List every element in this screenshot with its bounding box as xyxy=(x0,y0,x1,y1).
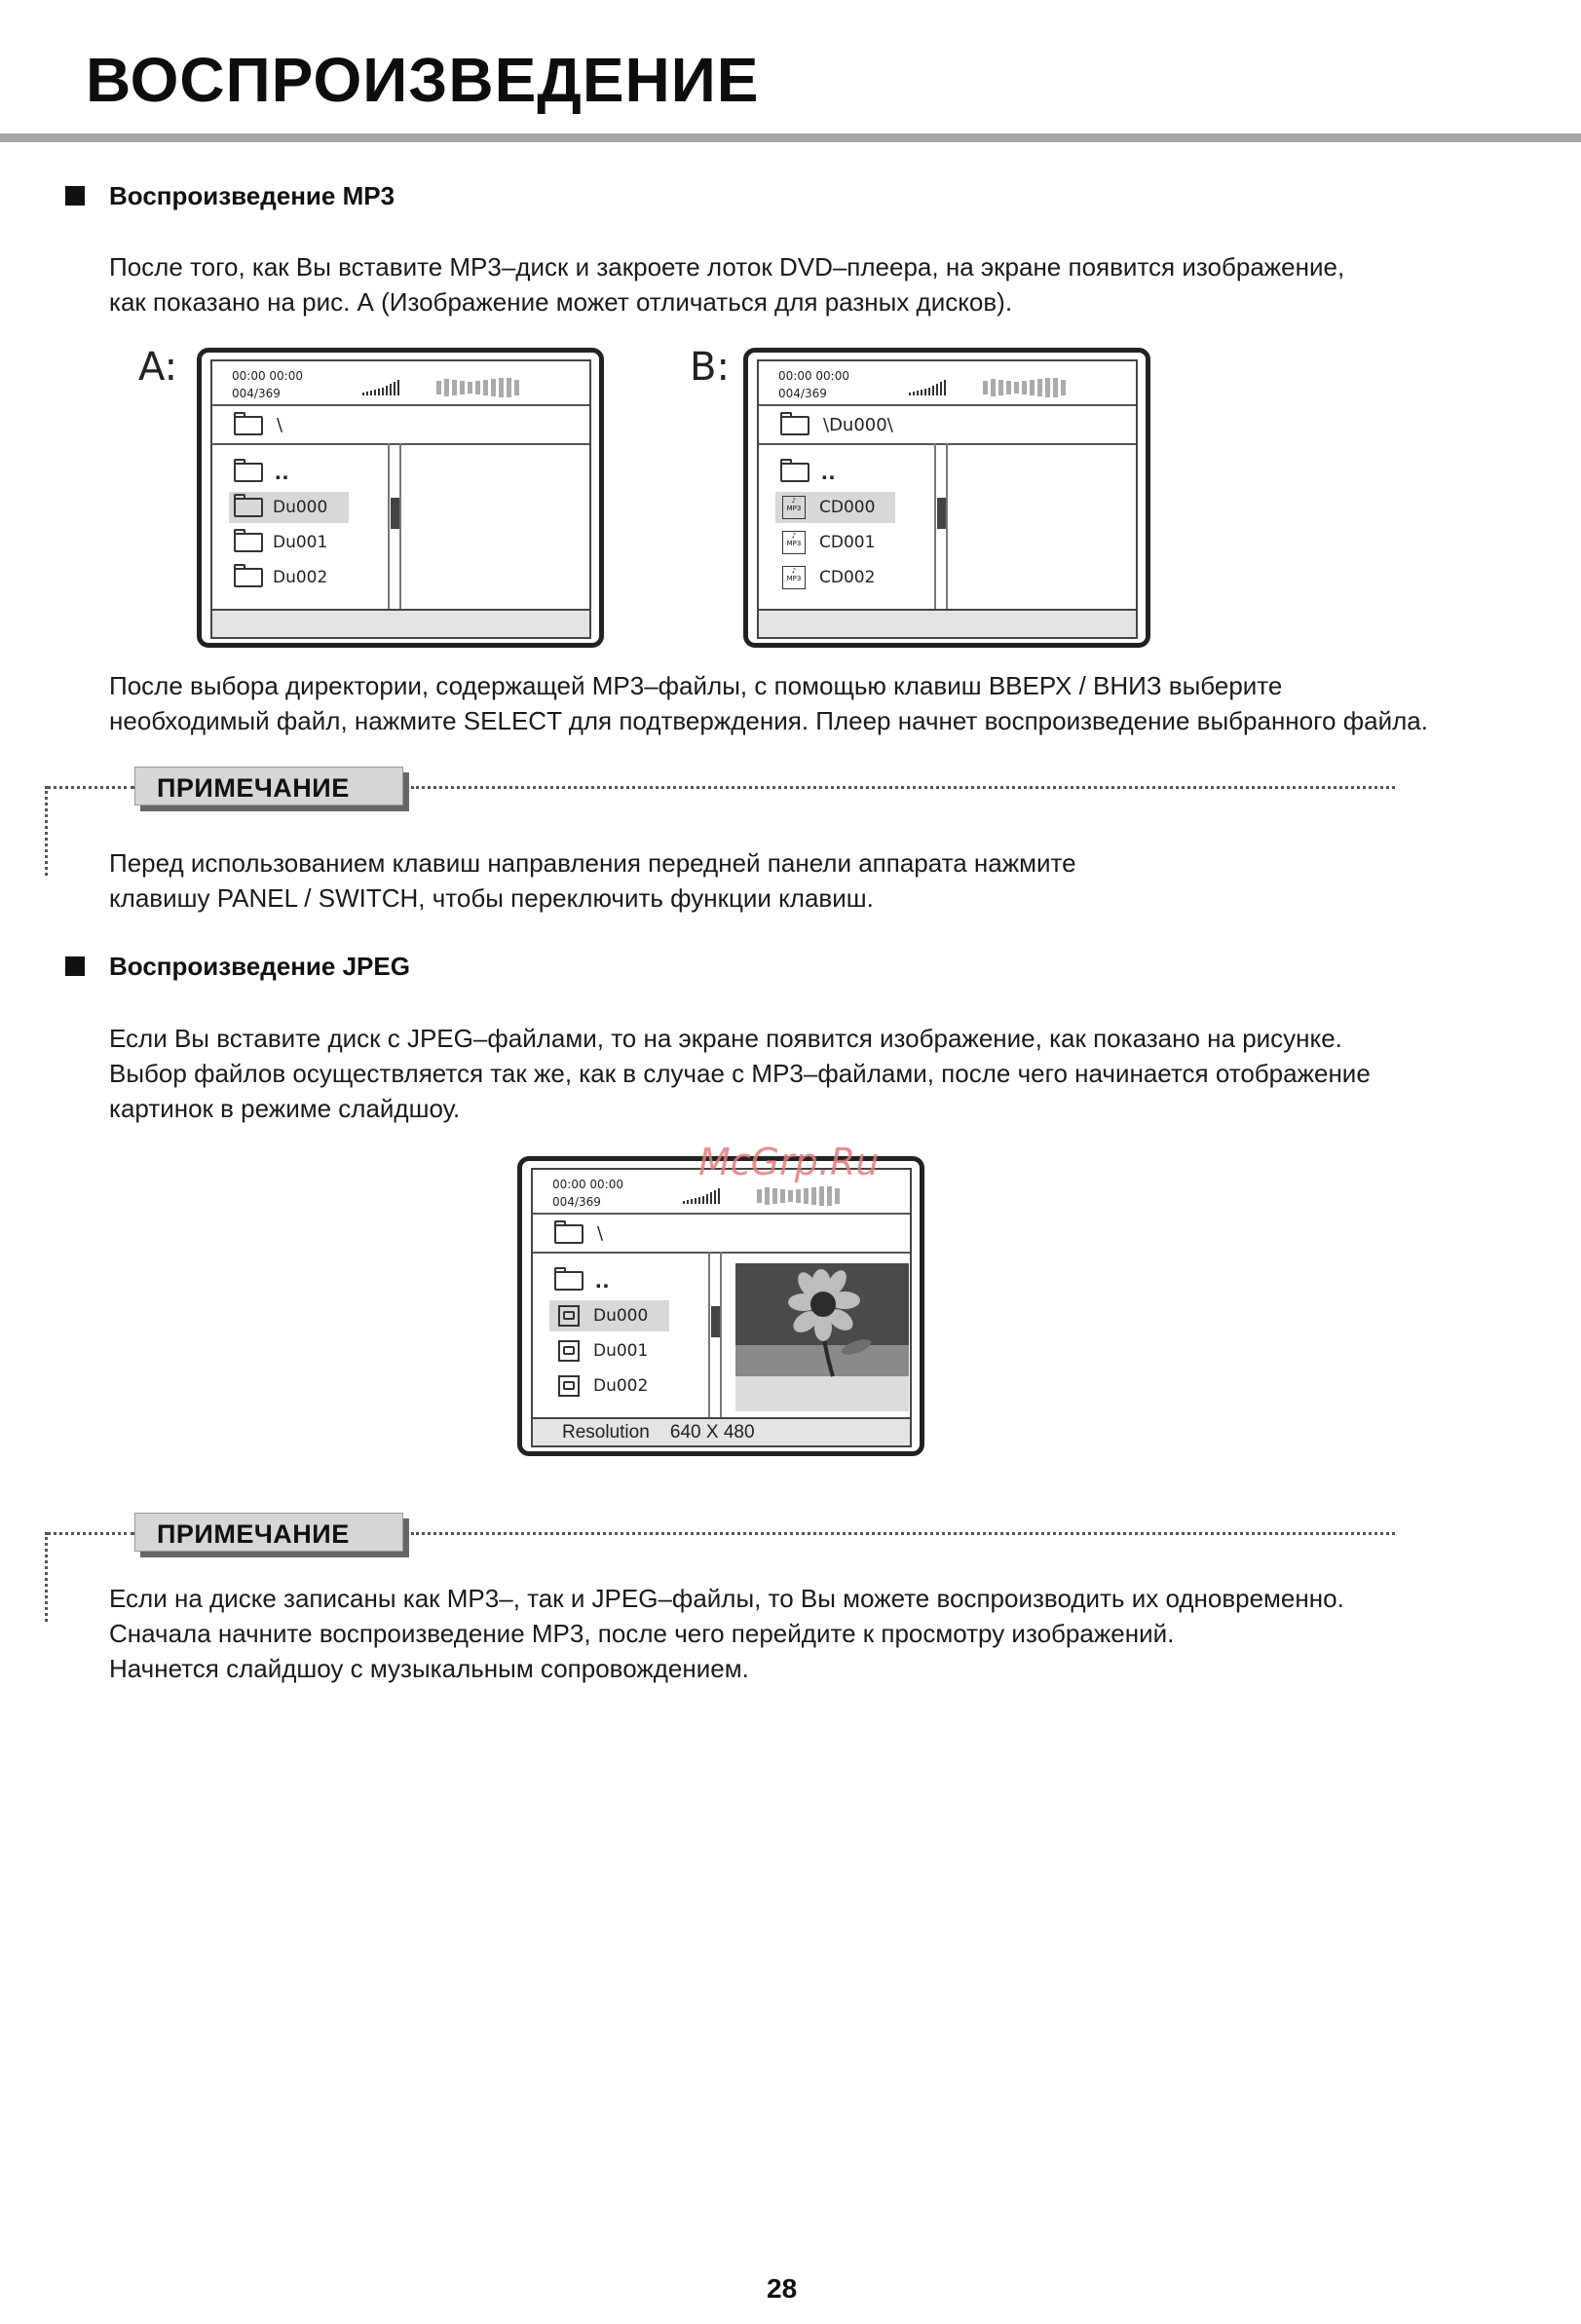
note-badge xyxy=(134,767,403,806)
paragraph-line: Если Вы вставите диск с JPEG–файлами, то на экране появится изображение, как показано на рисунке. xyxy=(109,1024,1342,1053)
parent-folder-label[interactable]: .. xyxy=(821,459,837,485)
folder-icon xyxy=(554,1224,583,1244)
current-path: \ xyxy=(277,415,283,435)
volume-bars-icon xyxy=(909,378,946,395)
figure-label-b: B: xyxy=(690,345,730,390)
list-item[interactable]: Du002 xyxy=(593,1376,649,1396)
scrollbar-track[interactable] xyxy=(388,443,390,611)
paragraph-line: Перед использованием клавиш направления передней панели аппарата нажмите xyxy=(109,848,1076,878)
scrollbar-track[interactable] xyxy=(934,443,936,611)
paragraph-line: необходимый файл, нажмите SELECT для подтверждения. Плеер начнет воспроизведение выбранного файла. xyxy=(109,706,1428,735)
scrollbar-thumb[interactable] xyxy=(711,1306,720,1337)
figure-label-a: A: xyxy=(138,345,178,390)
folder-icon xyxy=(234,416,263,435)
resolution-readout: Resolution 640 X 480 xyxy=(562,1422,755,1443)
list-item[interactable]: Du000 xyxy=(593,1306,649,1326)
jpeg-paragraph xyxy=(109,1021,1371,1126)
track-counter: 004/369 xyxy=(232,387,281,400)
note2-text xyxy=(109,1581,1344,1686)
mp3-after-paragraph xyxy=(109,668,1428,738)
screen-a-frame xyxy=(210,359,591,639)
watermark: McGrp.Ru xyxy=(698,1141,880,1183)
current-path: \ xyxy=(597,1223,604,1244)
dotted-divider xyxy=(45,786,48,876)
parent-folder-label[interactable]: .. xyxy=(275,459,290,485)
paragraph-line: как показано на рис. А (Изображение может отличаться для разных дисков). xyxy=(109,287,1013,317)
scrollbar-thumb[interactable] xyxy=(937,498,946,529)
folder-icon xyxy=(554,1271,583,1291)
scrollbar-track[interactable] xyxy=(708,1252,710,1419)
equalizer-icon xyxy=(983,378,1066,397)
list-item[interactable]: Du001 xyxy=(273,533,328,552)
mp3-intro-paragraph xyxy=(109,249,1344,319)
paragraph-line: Сначала начните воспроизведение MP3, после чего перейдите к просмотру изображений. xyxy=(109,1619,1175,1648)
parent-folder-label[interactable]: .. xyxy=(595,1267,611,1293)
title-rule xyxy=(0,133,1581,142)
dotted-divider xyxy=(411,1532,1395,1535)
image-file-icon xyxy=(558,1340,580,1362)
dotted-divider xyxy=(411,786,1395,789)
elapsed-time: 00:00 00:00 xyxy=(778,369,849,383)
equalizer-icon xyxy=(757,1186,840,1206)
folder-icon xyxy=(234,568,263,587)
image-file-icon xyxy=(558,1305,580,1327)
track-counter: 004/369 xyxy=(552,1195,601,1209)
paragraph-line: картинок в режиме слайдшоу. xyxy=(109,1094,461,1123)
screen-b-frame xyxy=(757,359,1138,639)
screen-c-frame xyxy=(531,1168,912,1447)
folder-icon xyxy=(234,463,263,482)
image-file-icon xyxy=(558,1375,580,1397)
list-item[interactable]: Du000 xyxy=(273,498,328,517)
screen-c xyxy=(517,1156,924,1456)
list-item[interactable]: CD002 xyxy=(819,568,876,587)
dotted-divider xyxy=(47,1532,134,1535)
folder-icon xyxy=(780,463,809,482)
elapsed-time: 00:00 00:00 xyxy=(552,1178,623,1191)
equalizer-icon xyxy=(436,378,519,397)
paragraph-line: После того, как Вы вставите MP3–диск и закроете лоток DVD–плеера, на экране появится изображение, xyxy=(109,252,1345,281)
note-badge xyxy=(134,1513,403,1552)
jpeg-preview-thumbnail xyxy=(735,1263,909,1411)
folder-icon xyxy=(780,416,809,435)
mp3-file-icon: ♪ MP3 xyxy=(782,496,806,519)
status-bar xyxy=(759,609,1136,637)
mp3-file-icon: ♪ MP3 xyxy=(782,531,806,554)
dotted-divider xyxy=(47,786,134,789)
bullet-square-icon xyxy=(65,186,85,206)
folder-icon xyxy=(234,533,263,552)
list-item[interactable]: Du001 xyxy=(593,1341,649,1361)
page-number: 28 xyxy=(767,2273,798,2304)
paragraph-line: Если на диске записаны как MP3–, так и JPEG–файлы, то Вы можете воспроизводить их одновременно. xyxy=(109,1584,1344,1613)
paragraph-line: Начнется слайдшоу с музыкальным сопровождением. xyxy=(109,1654,749,1683)
scrollbar-thumb[interactable] xyxy=(391,498,399,529)
track-counter: 004/369 xyxy=(778,387,827,400)
list-item[interactable]: Du002 xyxy=(273,568,328,587)
note-label: ПРИМЕЧАНИЕ xyxy=(157,773,350,803)
section-heading-mp3: Воспроизведение MP3 xyxy=(109,181,395,210)
paragraph-line: После выбора директории, содержащей MP3–файлы, с помощью клавиш ВВЕРХ / ВНИЗ выберите xyxy=(109,671,1283,700)
elapsed-time: 00:00 00:00 xyxy=(232,369,303,383)
paragraph-line: Выбор файлов осуществляется так же, как в случае с MP3–файлами, после чего начинается отображение xyxy=(109,1059,1371,1088)
current-path: \Du000\ xyxy=(823,415,893,435)
page-title: ВОСПРОИЗВЕДЕНИЕ xyxy=(86,45,760,115)
note-label: ПРИМЕЧАНИЕ xyxy=(157,1519,350,1549)
dotted-divider xyxy=(45,1532,48,1622)
volume-bars-icon xyxy=(683,1186,720,1204)
note1-text xyxy=(109,845,1076,916)
mp3-file-icon: ♪ MP3 xyxy=(782,566,806,589)
paragraph-line: клавишу PANEL / SWITCH, чтобы переключить функции клавиш. xyxy=(109,883,874,913)
volume-bars-icon xyxy=(362,378,399,395)
screen-b xyxy=(743,348,1150,648)
list-item[interactable]: CD000 xyxy=(819,498,876,517)
list-item[interactable]: CD001 xyxy=(819,533,876,552)
bullet-square-icon xyxy=(65,956,85,976)
section-heading-jpeg: Воспроизведение JPEG xyxy=(109,952,410,981)
status-bar xyxy=(533,1417,910,1445)
status-bar xyxy=(212,609,589,637)
screen-a xyxy=(197,348,604,648)
folder-icon xyxy=(234,498,263,517)
